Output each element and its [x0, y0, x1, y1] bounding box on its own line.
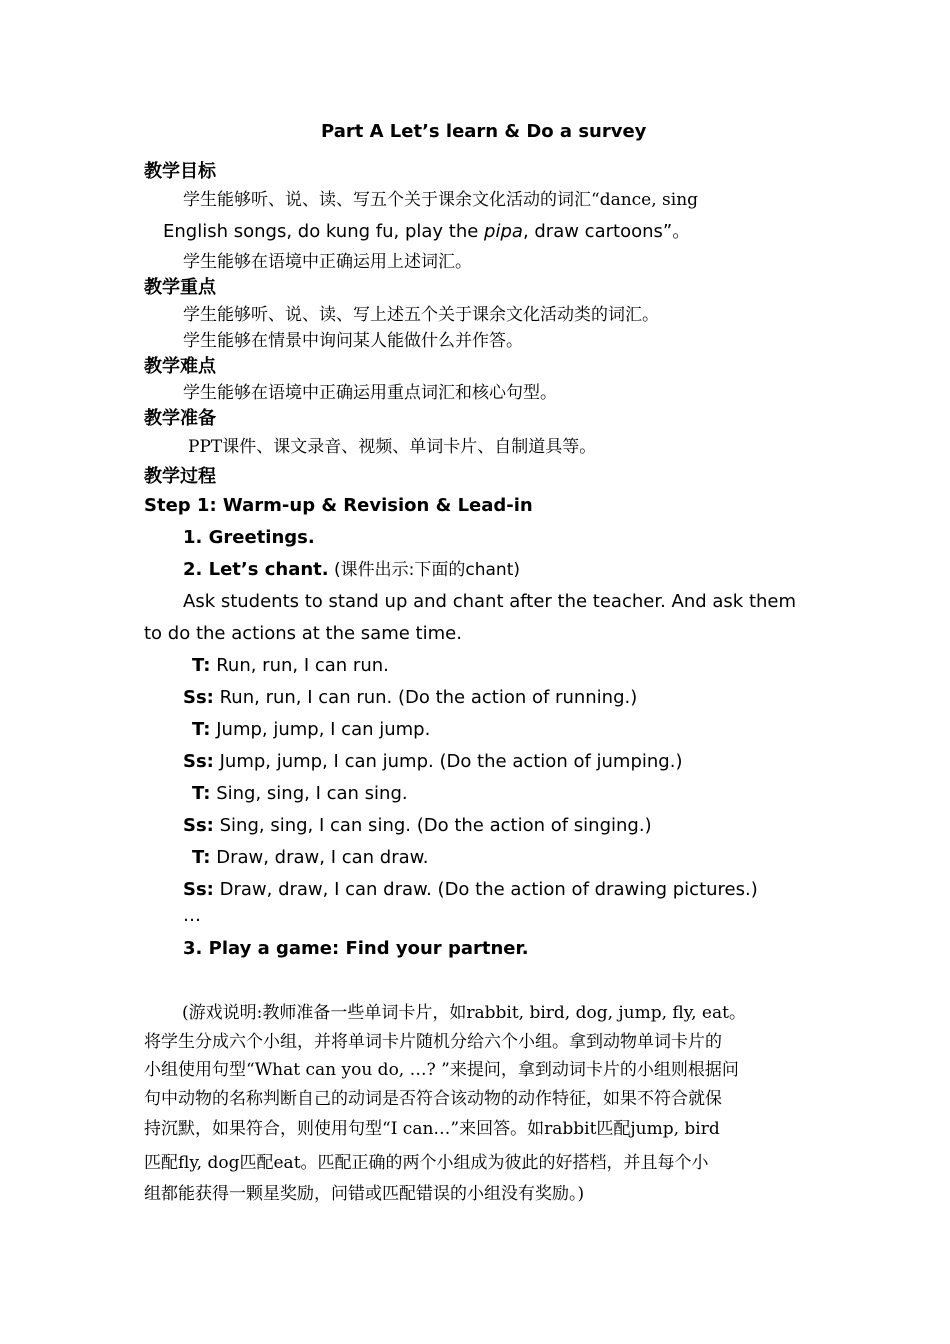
chant-line — [192, 654, 389, 678]
item-chant — [183, 558, 520, 582]
objectives-line-2-b: , draw cartoons”。 — [522, 221, 691, 242]
game-note-line: 持沉默，如果符合，则使用句型“I can…”来回答。如rabbit匹配jump, bird — [144, 1119, 720, 1139]
chant-text: Jump, jump, I can jump. — [210, 719, 431, 740]
step-1-heading: Step 1: Warm-up & Revision & Lead-in — [144, 495, 533, 516]
objectives-line-2 — [163, 220, 690, 244]
item-chant-label: 2. Let’s chant. — [183, 559, 329, 580]
chant-text: Draw, draw, I can draw. (Do the action of drawing pictures.) — [213, 879, 758, 900]
chant-speaker: T: — [192, 847, 211, 868]
objectives-line-1: 学生能够听、说、读、写五个关于课余文化活动的词汇“dance, sing — [183, 190, 699, 210]
pipa-term: pipa — [484, 221, 523, 242]
game-note-line: 匹配fly, dog匹配eat。匹配正确的两个小组成为彼此的好搭档，并且每个小 — [144, 1153, 709, 1173]
chant-text: Sing, sing, I can sing. (Do the action of singing.) — [213, 815, 652, 836]
chant-text: Run, run, I can run. (Do the action of running.) — [213, 687, 638, 708]
instruction-line-2: to do the actions at the same time. — [144, 623, 462, 644]
item-greetings: 1. Greetings. — [183, 527, 315, 548]
chant-line — [192, 846, 428, 870]
chant-speaker: Ss: — [183, 879, 214, 900]
process-heading: 教学过程 — [144, 466, 216, 487]
chant-speaker: T: — [192, 783, 211, 804]
chant-speaker: T: — [192, 655, 211, 676]
difficulties-line-1: 学生能够在语境中正确运用重点词汇和核心句型。 — [183, 383, 557, 403]
chant-line — [183, 686, 637, 710]
chant-text: Sing, sing, I can sing. — [210, 783, 408, 804]
item-chant-note: (课件出示:下面的chant) — [328, 560, 520, 580]
chant-line — [183, 878, 758, 902]
preparation-line-1: PPT课件、课文录音、视频、单词卡片、自制道具等。 — [188, 437, 597, 457]
game-note-line: 小组使用句型“What can you do, …? ”来提问，拿到动词卡片的小组则根据问 — [144, 1060, 739, 1080]
key-points-line-1: 学生能够听、说、读、写上述五个关于课余文化活动类的词汇。 — [183, 305, 659, 325]
chant-speaker: T: — [192, 719, 211, 740]
ellipsis: … — [183, 905, 201, 926]
document-title: Part A Let’s learn & Do a survey — [321, 121, 647, 142]
chant-text: Jump, jump, I can jump. (Do the action of jumping.) — [213, 751, 683, 772]
difficulties-heading: 教学难点 — [144, 356, 216, 377]
key-points-heading: 教学重点 — [144, 277, 216, 298]
chant-speaker: Ss: — [183, 687, 214, 708]
key-points-line-2: 学生能够在情景中询问某人能做什么并作答。 — [183, 331, 523, 351]
objectives-heading: 教学目标 — [144, 161, 216, 182]
game-note-line: (游戏说明:教师准备一些单词卡片，如rabbit, bird, dog, jump, fly, eat。 — [182, 1003, 746, 1023]
chant-line — [192, 718, 430, 742]
instruction-line-1: Ask students to stand up and chant after the teacher. And ask them — [183, 591, 797, 612]
item-game: 3. Play a game: Find your partner. — [183, 938, 529, 959]
game-note-line: 句中动物的名称判断自己的动词是否符合该动物的动作特征，如果不符合就保 — [144, 1089, 722, 1109]
chant-speaker: Ss: — [183, 751, 214, 772]
chant-speaker: Ss: — [183, 815, 214, 836]
game-note-line: 将学生分成六个小组，并将单词卡片随机分给六个小组。拿到动物单词卡片的 — [144, 1032, 722, 1052]
objectives-line-2-a: English songs, do kung fu, play the — [163, 221, 485, 242]
chant-line — [183, 814, 652, 838]
chant-line — [183, 750, 682, 774]
chant-line — [192, 782, 408, 806]
chant-text: Run, run, I can run. — [210, 655, 389, 676]
objectives-line-3: 学生能够在语境中正确运用上述词汇。 — [183, 252, 472, 272]
game-note-line: 组都能获得一颗星奖励，问错或匹配错误的小组没有奖励。) — [144, 1184, 585, 1204]
preparation-heading: 教学准备 — [144, 408, 216, 429]
chant-text: Draw, draw, I can draw. — [210, 847, 429, 868]
